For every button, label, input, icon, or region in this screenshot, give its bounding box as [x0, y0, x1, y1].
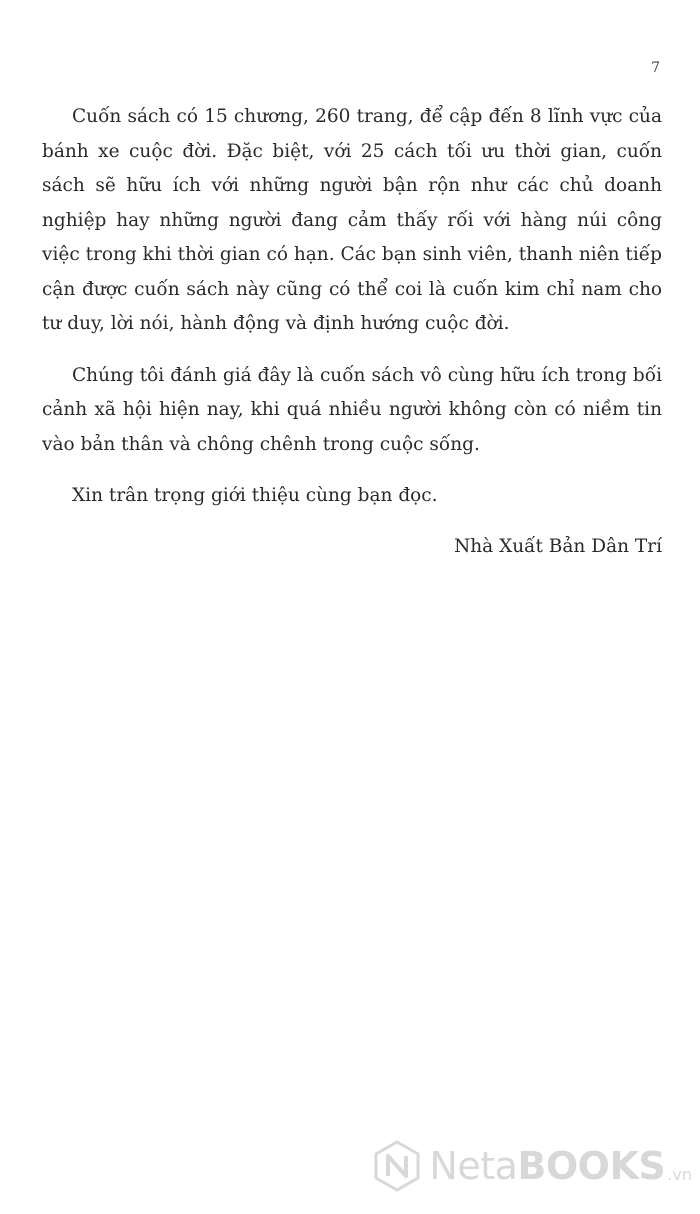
watermark-brand: NetaBOOKS: [429, 1144, 666, 1188]
netabooks-logo-icon: [373, 1140, 421, 1192]
watermark-domain: .vn: [667, 1165, 692, 1184]
paragraph-evaluation: Chúng tôi đánh giá đây là cuốn sách vô cùng hữu ích trong bối cảnh xã hội hiện nay, khi quá nhiều người không còn có niềm tin vào bản thân và chông chênh trong cuộc sống.: [42, 364, 662, 455]
body-text: [42, 100, 662, 564]
netabooks-watermark: [373, 1140, 692, 1192]
page-number: 7: [651, 60, 660, 76]
publisher-signature: Nhà Xuất Bản Dân Trí: [454, 535, 662, 557]
paragraph-intro: Cuốn sách có 15 chương, 260 trang, để cập đến 8 lĩnh vực của bánh xe cuộc đời. Đặc biệt, với 25 cách tối ưu thời gian, cuốn sách sẽ hữu ích với những người bận rộn như các chủ doanh nghiệp hay những người đang cảm thấy rối với hàng núi công việc trong khi thời gian có hạn. Các bạn sinh viên, thanh niên tiếp cận được cuốn sách này cũng có thể coi là cuốn kim chỉ nam cho tư duy, lời nói, hành động và định hướng cuộc đời.: [42, 106, 662, 334]
paragraph-closing: Xin trân trọng giới thiệu cùng bạn đọc.: [72, 485, 438, 506]
